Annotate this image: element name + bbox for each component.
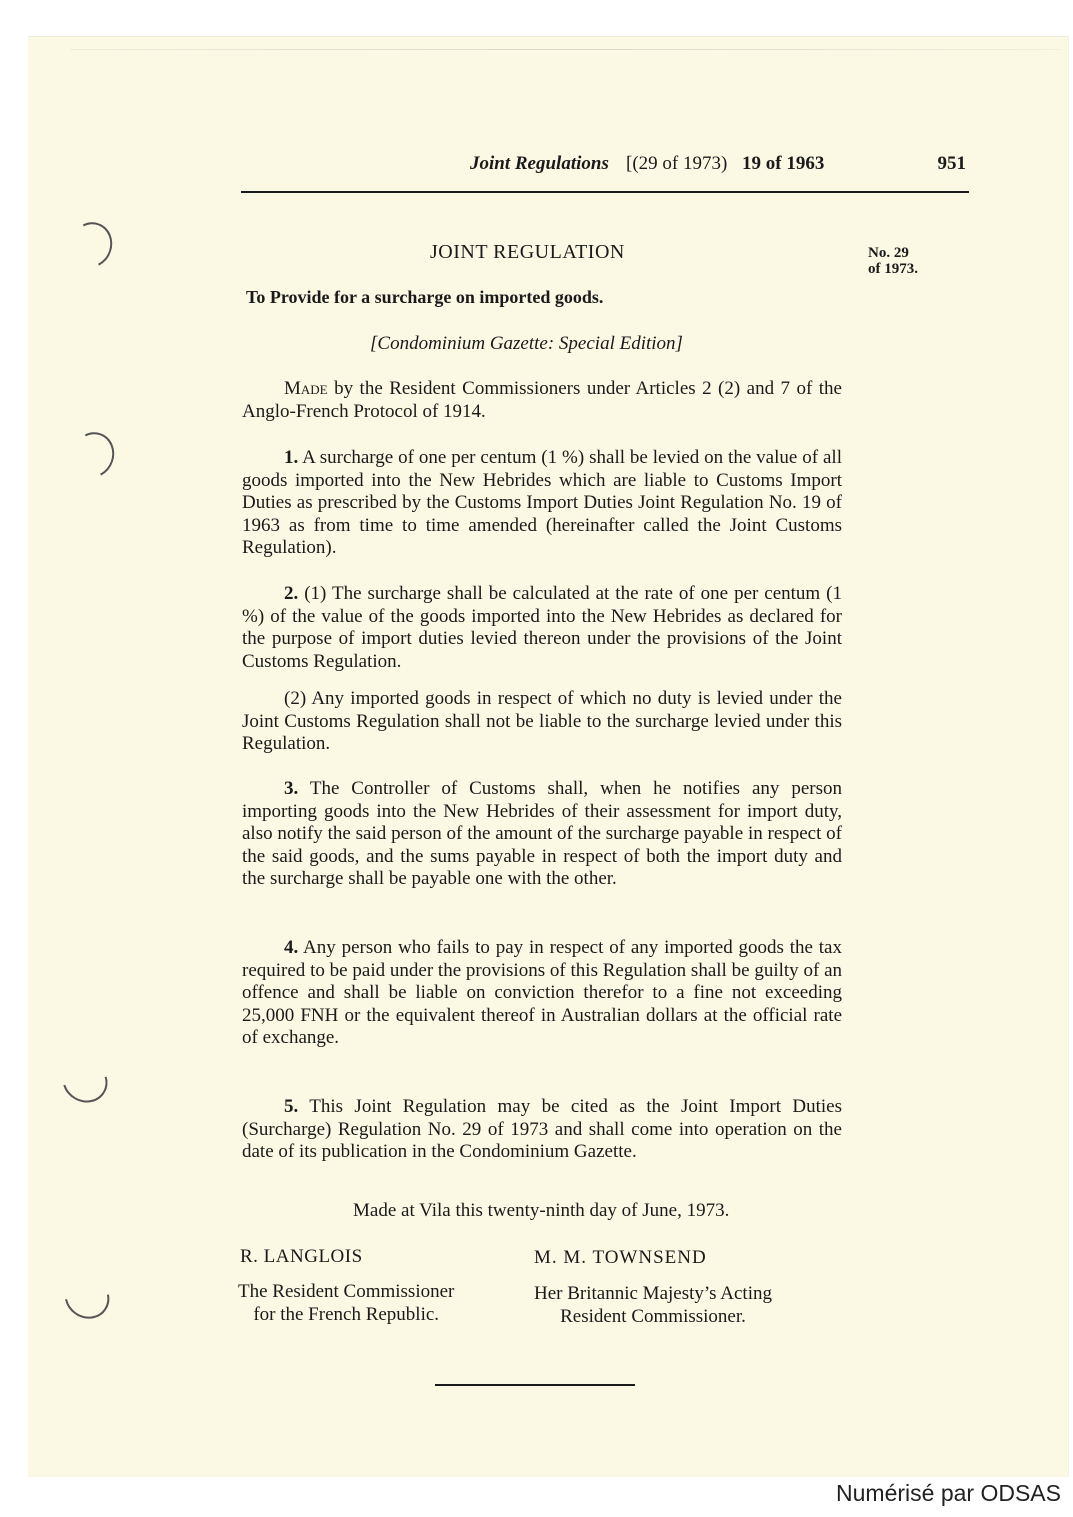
section-text: Any person who fails to pay in respect of any imported goods the tax required to be paid under the provisions of this Regulation shall be guilty of an offence and shall be liable on conviction therefor to a fine not exceeding 25,000 FNH or the equivalent thereof in Australian dollars at the official rate of exchange. bbox=[242, 937, 842, 1049]
digitization-credit: Numérisé par ODSAS bbox=[836, 1480, 1061, 1506]
section-text: The Controller of Customs shall, when he notifies any person importing goods into the New Hebrides of their assessment for import duty, also notify the said person of the amount of the surcharge payable in respect of the said goods, and the sums payable in respect of both the import duty and the surcharge shall be payable one with the other. bbox=[242, 778, 842, 890]
made-at-line: Made at Vila this twenty-ninth day of June, 1973. bbox=[353, 1200, 730, 1221]
margin-note-line: No. 29 bbox=[868, 245, 909, 261]
signatory-title-line: for the French Republic. bbox=[253, 1304, 440, 1325]
preamble bbox=[242, 378, 842, 423]
section-number: 5. bbox=[284, 1096, 299, 1117]
signatory-title-line: Her Britannic Majesty’s Acting bbox=[534, 1283, 772, 1304]
preamble-made: Made bbox=[284, 378, 328, 399]
gazette-reference: [Condominium Gazette: Special Edition] bbox=[370, 333, 683, 354]
page-number: 951 bbox=[937, 153, 966, 174]
preamble-text: by the Resident Commissioners under Articles 2 (2) and 7 of the Anglo-French Protocol of 1914. bbox=[242, 378, 842, 422]
header-year-ref: [(29 of 1973) bbox=[626, 153, 728, 174]
section-2-subsection-2 bbox=[242, 688, 842, 756]
section-text: A surcharge of one per centum (1 %) shall be levied on the value of all goods imported into the New Hebrides which are liable to Customs Import Duties as prescribed by the Customs Import Duties Joint Regulation No. 19 of 1963 as from time to time amended (hereinafter called the Joint Customs Regulation). bbox=[242, 447, 842, 559]
section-3 bbox=[242, 778, 842, 891]
section-2 bbox=[242, 583, 842, 673]
scan-edge-shadow bbox=[70, 49, 1060, 50]
closing-rule bbox=[435, 1384, 635, 1386]
header-title: Joint Regulations bbox=[470, 153, 609, 174]
section-4 bbox=[242, 937, 842, 1050]
signatory-title-line: Resident Commissioner. bbox=[560, 1306, 746, 1327]
section-5 bbox=[242, 1096, 842, 1164]
signatory-name-british: M. M. TOWNSEND bbox=[534, 1247, 707, 1268]
header-rule bbox=[241, 191, 969, 193]
document-subtitle: To Provide for a surcharge on imported goods. bbox=[246, 287, 604, 307]
section-number: 3. bbox=[284, 778, 299, 799]
document-title: JOINT REGULATION bbox=[430, 241, 625, 263]
section-text: (1) The surcharge shall be calculated at the rate of one per centum (1 %) of the value of the goods imported into the New Hebrides as declared for the purpose of import duties levied thereon under the provisions of the Joint Customs Regulation. bbox=[242, 583, 842, 672]
header-reg-ref: 19 of 1963 bbox=[742, 153, 825, 174]
signatory-title-british bbox=[534, 1282, 772, 1328]
section-number: 4. bbox=[284, 937, 299, 958]
margin-note bbox=[868, 245, 918, 277]
signatory-title-french bbox=[238, 1280, 454, 1326]
section-number: 2. bbox=[284, 583, 299, 604]
section-text: (2) Any imported goods in respect of which no duty is levied under the Joint Customs Regulation shall not be liable to the surcharge levied under this Regulation. bbox=[242, 688, 842, 755]
signatory-name-french: R. LANGLOIS bbox=[240, 1246, 363, 1267]
margin-note-line: of 1973. bbox=[868, 261, 918, 277]
signatory-title-line: The Resident Commissioner bbox=[238, 1281, 455, 1302]
section-1 bbox=[242, 447, 842, 560]
section-text: This Joint Regulation may be cited as the Joint Import Duties (Surcharge) Regulation No. 29 of 1973 and shall come into operation on the date of its publication in the Condominium Gazette. bbox=[242, 1096, 842, 1163]
section-number: 1. bbox=[284, 447, 299, 468]
